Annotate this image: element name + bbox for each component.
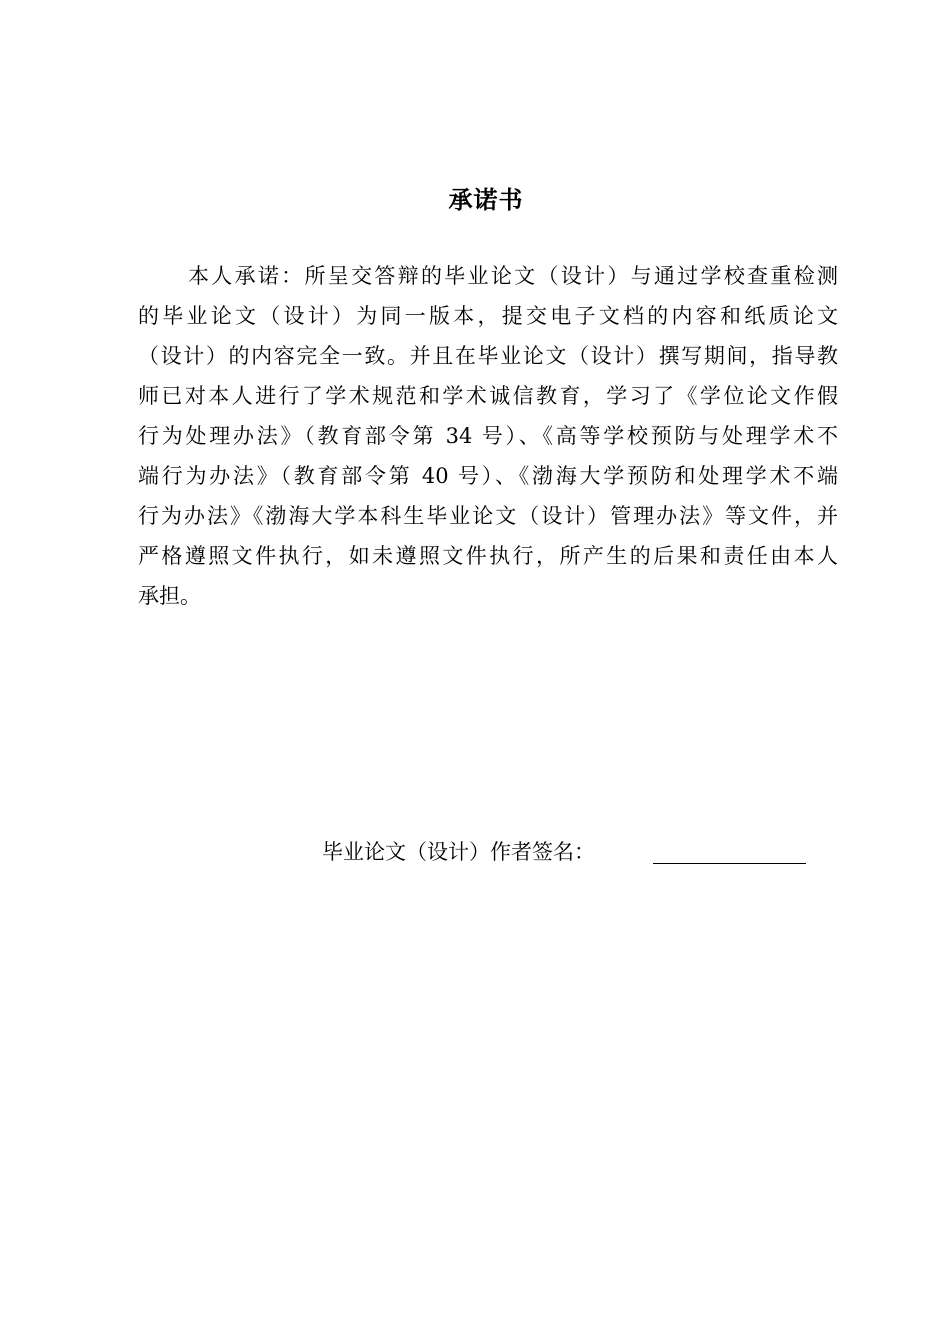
page-title: 承诺书	[448, 185, 524, 214]
paragraph-line: 行为办法》《渤海大学本科生毕业论文（设计）管理办法》等文件，并	[138, 504, 838, 528]
paragraph-line: 承担。	[138, 584, 201, 608]
paragraph-line: 严格遵照文件执行，如未遵照文件执行，所产生的后果和责任由本人	[138, 544, 838, 568]
commitment-paragraph	[138, 256, 838, 616]
paragraph-line: 端行为办法》（教育部令第 40 号）、《渤海大学预防和处理学术不端	[138, 464, 838, 488]
signature-field[interactable]	[653, 863, 806, 864]
paragraph-line: 本人承诺：所呈交答辩的毕业论文（设计）与通过学校查重检测	[188, 264, 838, 288]
paragraph-line: 师已对本人进行了学术规范和学术诚信教育，学习了《学位论文作假	[138, 384, 838, 408]
paragraph-line: 的毕业论文（设计）为同一版本，提交电子文档的内容和纸质论文	[138, 304, 838, 328]
signature-label: 毕业论文（设计）作者签名：	[322, 840, 595, 864]
paragraph-line: 行为处理办法》（教育部令第 34 号）、《高等学校预防与处理学术不	[138, 424, 838, 448]
signature-block	[322, 830, 822, 874]
paragraph-line: （设计）的内容完全一致。并且在毕业论文（设计）撰写期间，指导教	[138, 344, 838, 368]
